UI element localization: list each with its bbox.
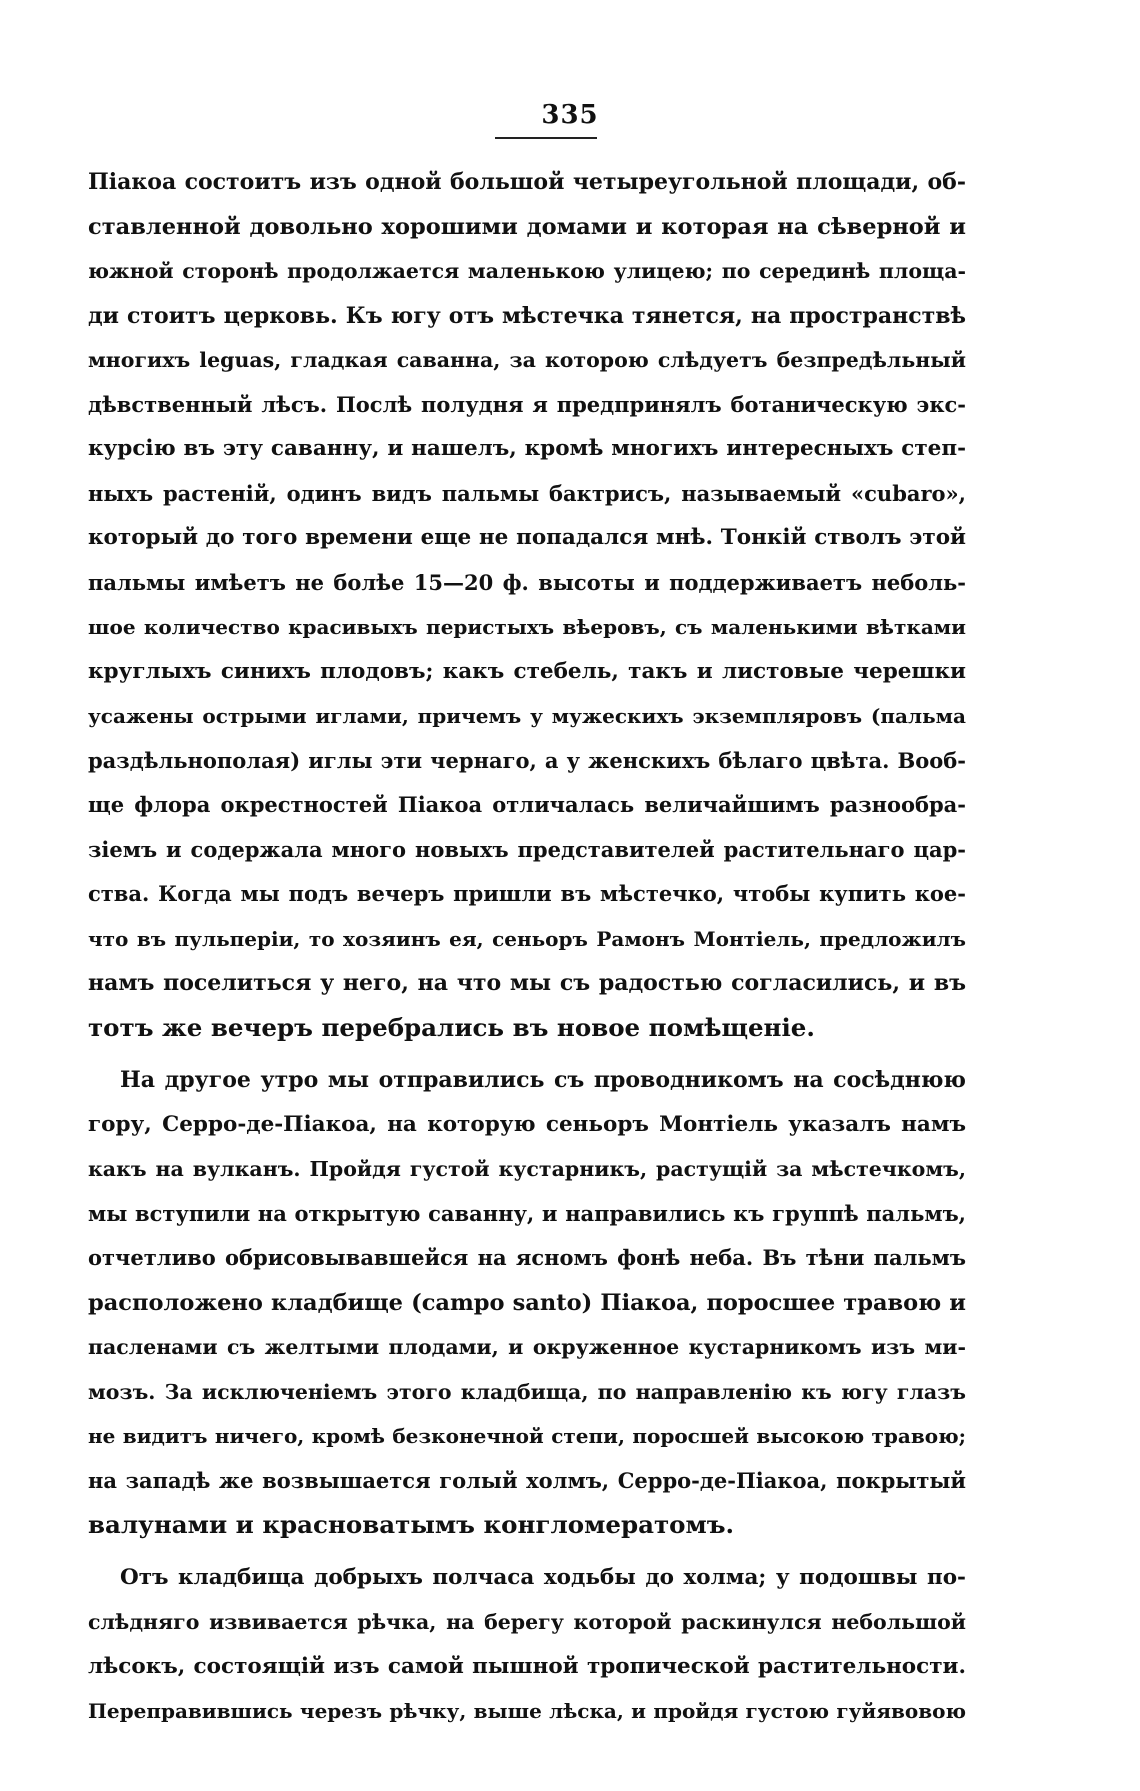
text-line: отчетливо обрисовывавшейся на ясномъ фонѣ неба. Въ тѣни пальмъ <box>88 1245 966 1270</box>
text-line: зіемъ и содержала много новыхъ представителей растительнаго цар- <box>88 836 966 862</box>
paragraph-gap <box>88 1548 966 1556</box>
text-line: Піакоа состоитъ изъ одной большой четыреугольной площади, об- <box>88 169 966 195</box>
text-line: какъ на вулканъ. Пройдя густой кустарникъ, растущій за мѣстечкомъ, <box>88 1157 966 1181</box>
text-line: намъ поселиться у него, на что мы съ радостью согласились, и въ <box>88 970 966 996</box>
text-line: мы вступили на открытую саванну, и направились къ группѣ пальмъ, <box>88 1200 966 1226</box>
text-line: ще флора окрестностей Піакоа отличалась величайшимъ разнообра- <box>88 792 966 817</box>
text-line: раздѣльнополая) иглы эти чернаго, а у женскихъ бѣлаго цвѣта. Вооб- <box>88 747 966 773</box>
text-line: не видитъ ничего, кромѣ безконечной степи, поросшей высокою травою; <box>88 1424 966 1448</box>
text-line: дѣвственный лѣсъ. Послѣ полудня я предпринялъ ботаническую экс- <box>88 391 966 417</box>
text-line: который до того времени еще не попадался мнѣ. Тонкій стволъ этой <box>88 525 966 550</box>
text-line: ныхъ растеній, одинъ видъ пальмы бактрисъ, называемый «cubaro», <box>88 480 966 506</box>
text-line: круглыхъ синихъ плодовъ; какъ стебель, такъ и листовые черешки <box>88 658 966 684</box>
paragraph-3 <box>88 1556 966 1734</box>
text-line: шое количество красивыхъ перистыхъ вѣеровъ, съ маленькими вѣтками <box>88 615 966 639</box>
paragraph-gap <box>88 1050 966 1058</box>
text-line: слѣдняго извивается рѣчка, на берегу которой раскинулся небольшой <box>88 1610 966 1634</box>
text-line: южной сторонѣ продолжается маленькою улицею; по серединѣ площа- <box>88 259 966 283</box>
text-line: курсію въ эту саванну, и нашелъ, кромѣ многихъ интересныхъ степ- <box>88 436 966 461</box>
text-line: ставленной довольно хорошими домами и которая на сѣверной и <box>88 213 966 240</box>
text-line: пасленами съ желтыми плодами, и окруженное кустарникомъ изъ ми- <box>88 1335 966 1359</box>
text-line: что въ пульперіи, то хозяинъ ея, сеньоръ Рамонъ Монтіель, предложилъ <box>88 926 966 951</box>
text-line: мозъ. За исключеніемъ этого кладбища, по направленію къ югу глазъ <box>88 1379 966 1404</box>
text-line: ди стоитъ церковь. Къ югу отъ мѣстечка тянется, на пространствѣ <box>88 302 966 329</box>
text-line: пальмы имѣетъ не болѣе 15—20 ф. высоты и поддерживаетъ неболь- <box>88 569 966 595</box>
text-line: лѣсокъ, состоящій изъ самой пышной тропической растительности. <box>88 1653 966 1679</box>
text-line: тотъ же вечеръ перебрались въ новое помѣщеніе. <box>88 1012 815 1042</box>
text-line: усажены острыми иглами, причемъ у мужескихъ экземпляровъ (пальма <box>88 704 966 728</box>
text-line: расположено кладбище (campo santo) Піакоа, поросшее травою и <box>88 1289 966 1316</box>
text-line: Переправившись черезъ рѣчку, выше лѣска, и пройдя густою гуйявовою <box>88 1699 966 1723</box>
page-number: 335 <box>541 100 599 130</box>
text-line: На другое утро мы отправились съ проводникомъ на сосѣднюю <box>120 1067 966 1093</box>
text-line: многихъ leguas, гладкая саванна, за которою слѣдуетъ безпредѣльный <box>88 348 966 372</box>
paragraph-2 <box>88 1058 966 1548</box>
text-line: ства. Когда мы подъ вечеръ пришли въ мѣстечко, чтобы купить кое- <box>88 881 966 906</box>
body-text <box>88 160 966 1734</box>
text-line: валунами и красноватымъ конгломератомъ. <box>88 1510 735 1539</box>
text-line: на западѣ же возвышается голый холмъ, Серро-де-Піакоа, покрытый <box>88 1467 966 1493</box>
text-line: Отъ кладбища добрыхъ полчаса ходьбы до холма; у подошвы по- <box>120 1564 966 1590</box>
paragraph-1 <box>88 160 966 1050</box>
header-rule <box>495 137 597 139</box>
text-line: гору, Серро-де-Піакоа, на которую сеньоръ Монтіель указалъ намъ <box>88 1111 966 1137</box>
